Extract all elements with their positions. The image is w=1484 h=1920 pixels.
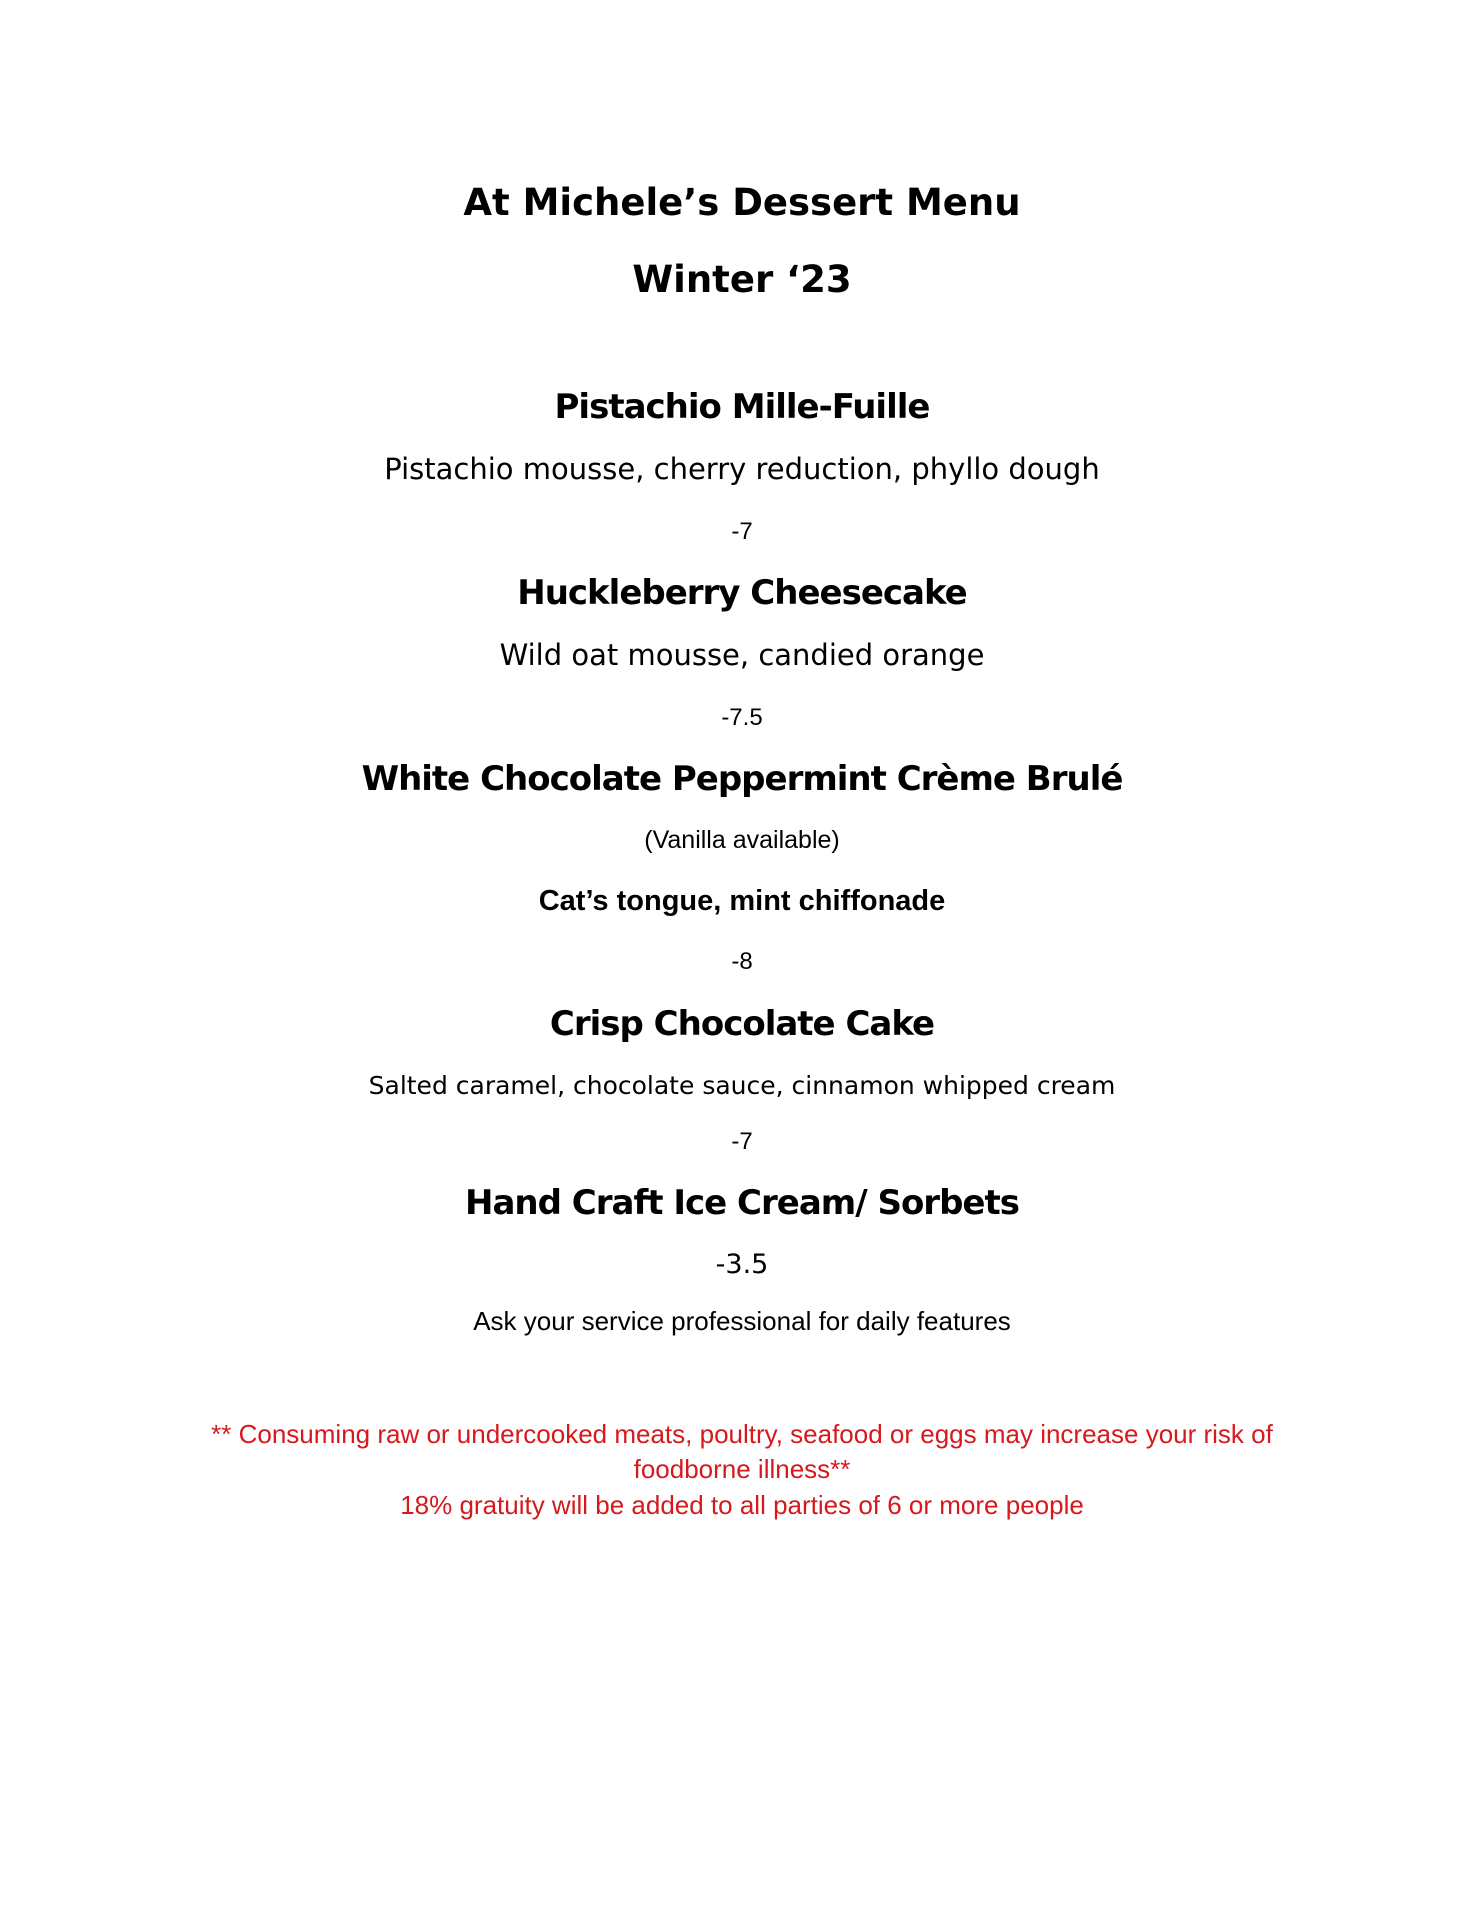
- item-description-creme-brule: Cat’s tongue, mint chiffonade: [538, 885, 946, 917]
- item-price-creme-brule: -8: [731, 948, 753, 975]
- item-price-chocolate-cake: -7: [731, 1128, 753, 1155]
- item-name-chocolate-cake: Crisp Chocolate Cake: [549, 1004, 935, 1044]
- item-name-ice-cream: Hand Craft Ice Cream/ Sorbets: [465, 1183, 1019, 1223]
- health-warning-line1: ** Consuming raw or undercooked meats, poultry, seafood or eggs may increase your risk of: [211, 1419, 1273, 1449]
- gratuity-notice: 18% gratuity will be added to all parties of 6 or more people: [400, 1490, 1084, 1520]
- health-warning-line2: foodborne illness**: [633, 1454, 851, 1484]
- item-description-chocolate-cake: Salted caramel, chocolate sauce, cinnamon whipped cream: [368, 1071, 1116, 1100]
- menu-season: Winter ‘23: [632, 258, 852, 301]
- item-price-ice-cream: -3.5: [715, 1249, 769, 1280]
- item-name-creme-brule: White Chocolate Peppermint Crème Brulé: [361, 759, 1123, 799]
- item-description-huckleberry: Wild oat mousse, candied orange: [499, 638, 985, 672]
- item-description-pistachio: Pistachio mousse, cherry reduction, phyllo dough: [384, 452, 1100, 486]
- item-price-huckleberry: -7.5: [721, 704, 763, 731]
- item-price-pistachio: -7: [731, 518, 753, 545]
- menu-title: At Michele’s Dessert Menu: [463, 181, 1021, 224]
- item-name-pistachio: Pistachio Mille-Fuille: [554, 387, 930, 427]
- item-note-ice-cream: Ask your service professional for daily features: [473, 1306, 1011, 1336]
- item-name-huckleberry: Huckleberry Cheesecake: [517, 573, 967, 613]
- item-note-creme-brule: (Vanilla available): [644, 826, 840, 854]
